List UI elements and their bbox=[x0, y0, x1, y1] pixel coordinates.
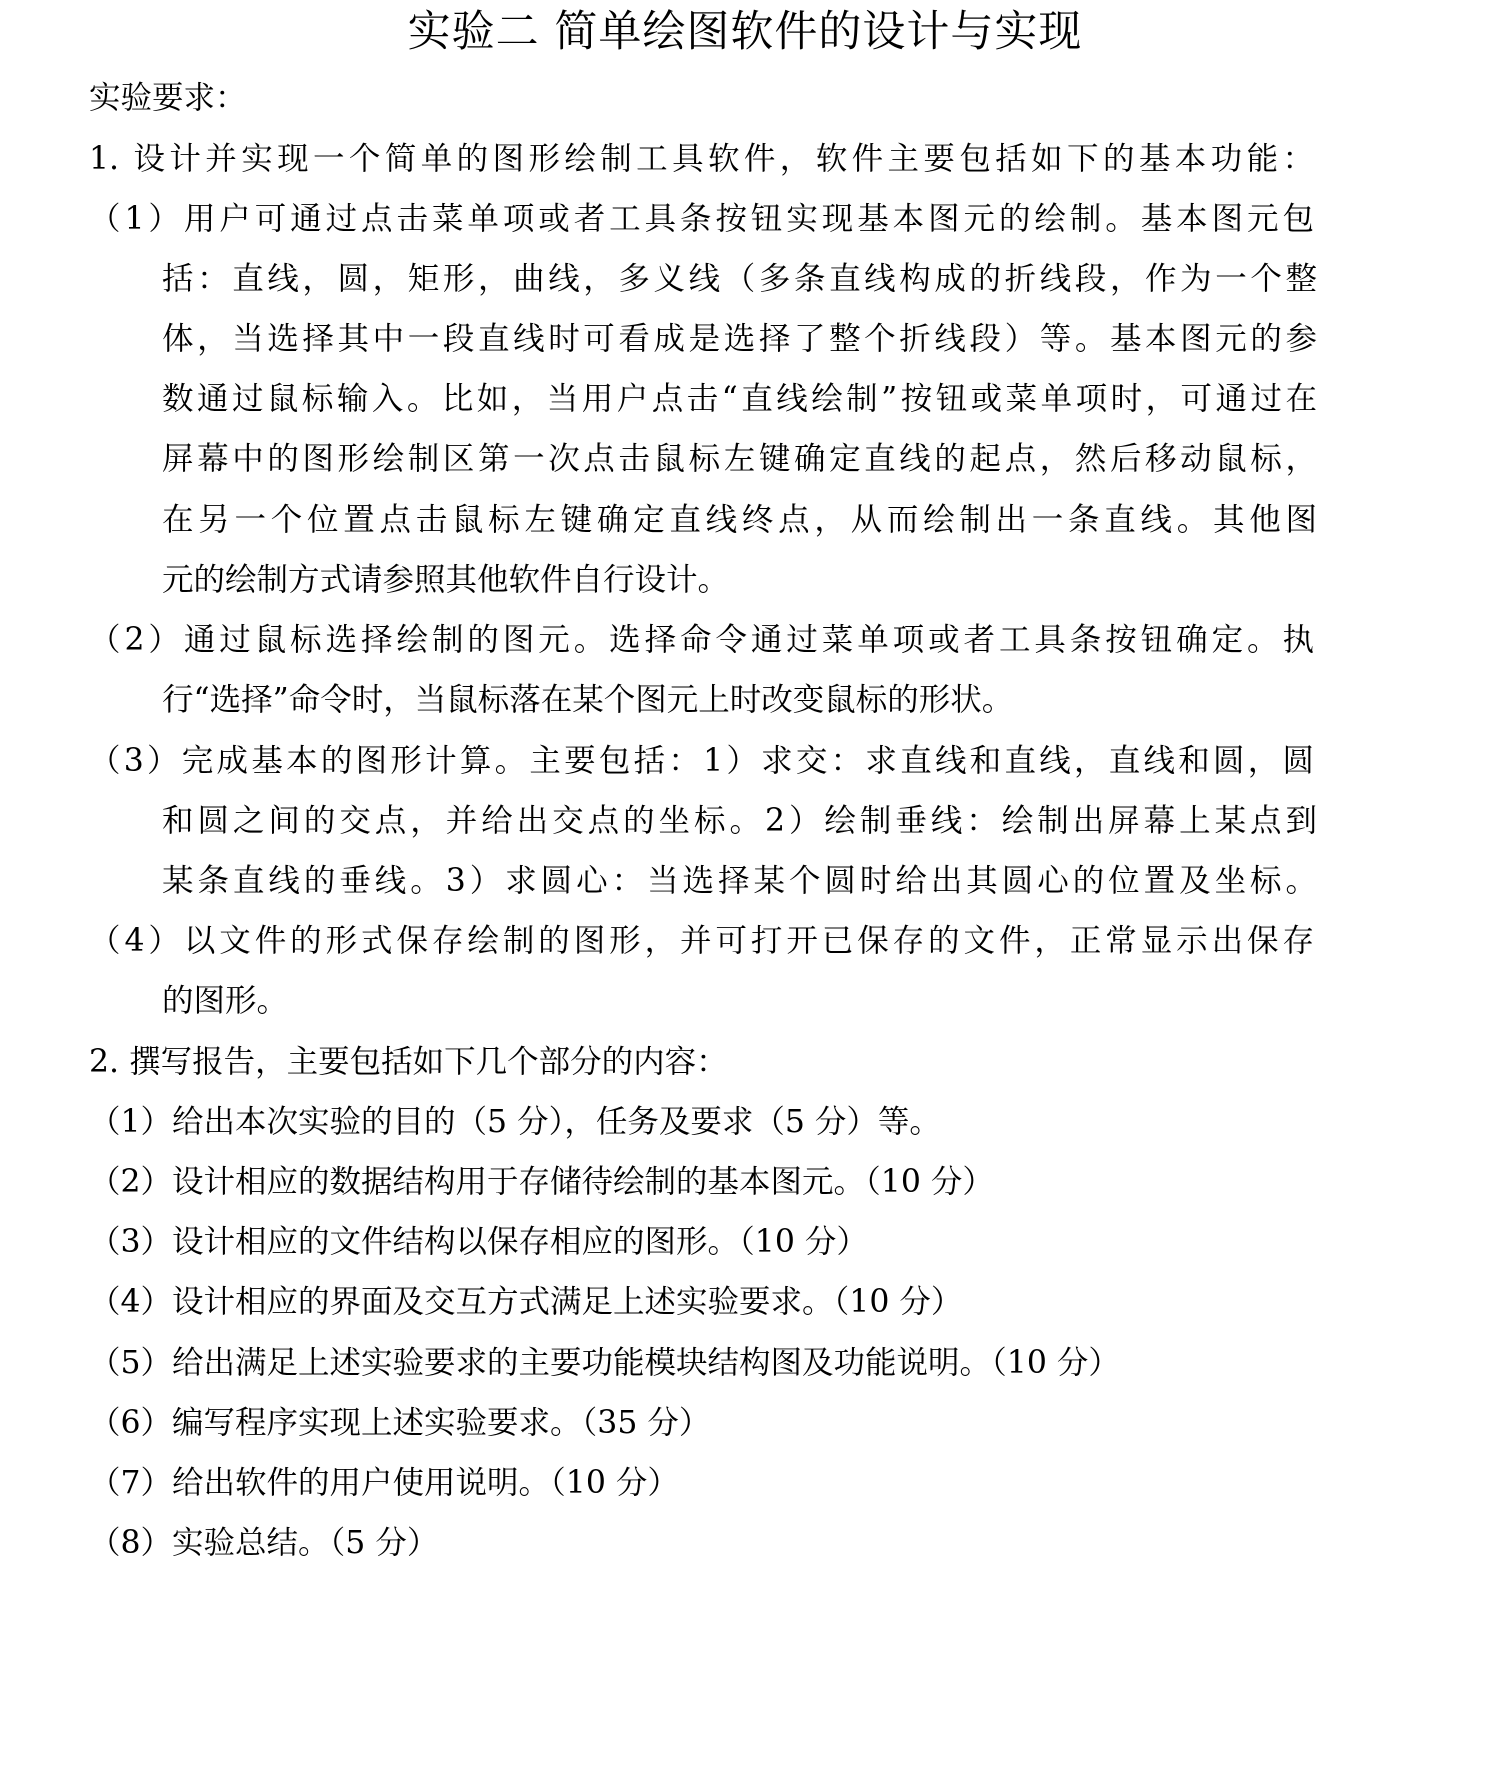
paragraph-line: （2）通过鼠标选择绘制的图元。选择命令通过菜单项或者工具条按钮确定。执 bbox=[89, 622, 1314, 658]
list-item: （4）设计相应的界面及交互方式满足上述实验要求。（10 分） bbox=[89, 1284, 963, 1320]
paragraph-line: 2. 撰写报告，主要包括如下几个部分的内容： bbox=[89, 1044, 728, 1080]
paragraph-line: （4）以文件的形式保存绘制的图形，并可打开已保存的文件，正常显示出保存 bbox=[89, 923, 1314, 959]
section-heading: 实验要求： bbox=[89, 80, 247, 116]
paragraph-line: 括：直线，圆，矩形，曲线，多义线（多条直线构成的折线段，作为一个整 bbox=[162, 261, 1317, 297]
paragraph-line: 在另一个位置点击鼠标左键确定直线终点，从而绘制出一条直线。其他图 bbox=[162, 502, 1317, 538]
list-item: （2）设计相应的数据结构用于存储待绘制的基本图元。（10 分） bbox=[89, 1164, 994, 1200]
paragraph-line: 某条直线的垂线。3）求圆心：当选择某个圆时给出其圆心的位置及坐标。 bbox=[162, 863, 1317, 899]
paragraph-line: 行“选择”命令时，当鼠标落在某个图元上时改变鼠标的形状。 bbox=[162, 682, 1014, 718]
page-title: 实验二 简单绘图软件的设计与实现 bbox=[407, 7, 1083, 57]
paragraph-line: 1. 设计并实现一个简单的图形绘制工具软件，软件主要包括如下的基本功能： bbox=[89, 141, 1314, 177]
list-item: （3）设计相应的文件结构以保存相应的图形。（10 分） bbox=[89, 1224, 868, 1260]
paragraph-line: 数通过鼠标输入。比如，当用户点击“直线绘制”按钮或菜单项时，可通过在 bbox=[162, 381, 1317, 417]
paragraph-line: 和圆之间的交点，并给出交点的坐标。2）绘制垂线：绘制出屏幕上某点到 bbox=[162, 803, 1317, 839]
list-item: （5）给出满足上述实验要求的主要功能模块结构图及功能说明。（10 分） bbox=[89, 1345, 1120, 1381]
list-item: （1）给出本次实验的目的（5 分），任务及要求（5 分）等。 bbox=[89, 1104, 941, 1140]
paragraph-line: （3）完成基本的图形计算。主要包括：1）求交：求直线和直线，直线和圆，圆 bbox=[89, 743, 1314, 779]
paragraph-line: 体，当选择其中一段直线时可看成是选择了整个折线段）等。基本图元的参 bbox=[162, 321, 1317, 357]
paragraph-line: （1）用户可通过点击菜单项或者工具条按钮实现基本图元的绘制。基本图元包 bbox=[89, 201, 1314, 237]
paragraph-line: 元的绘制方式请参照其他软件自行设计。 bbox=[162, 562, 730, 598]
list-item: （7）给出软件的用户使用说明。（10 分） bbox=[89, 1465, 679, 1501]
list-item: （6）编写程序实现上述实验要求。（35 分） bbox=[89, 1405, 711, 1441]
list-item: （8）实验总结。（5 分） bbox=[89, 1525, 439, 1561]
paragraph-line: 屏幕中的图形绘制区第一次点击鼠标左键确定直线的起点，然后移动鼠标， bbox=[162, 441, 1317, 477]
paragraph-line: 的图形。 bbox=[162, 983, 289, 1019]
